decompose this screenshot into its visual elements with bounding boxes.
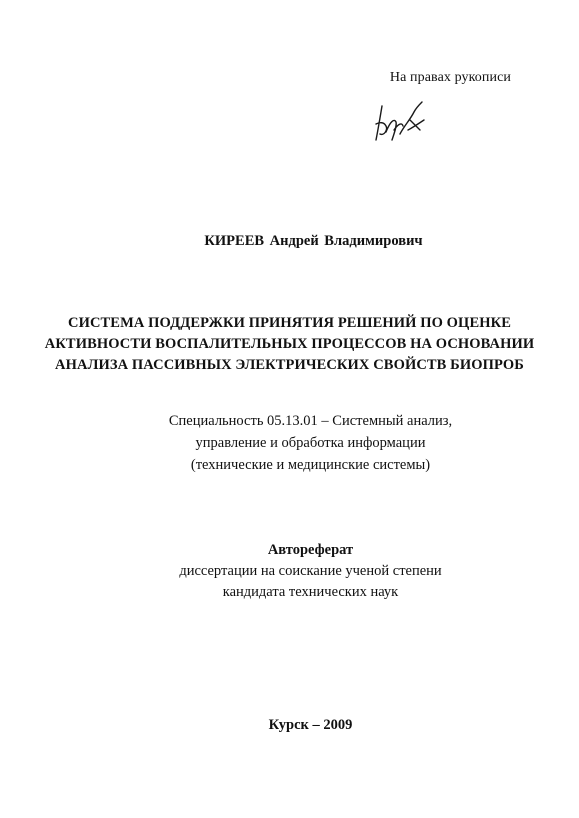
author-name: КИРЕЕВ Андрей Владимирович [204, 233, 423, 249]
title-line: СИСТЕМА ПОДДЕРЖКИ ПРИНЯТИЯ РЕШЕНИЙ ПО ОЦЕНКЕ [68, 315, 511, 331]
title-line: АНАЛИЗА ПАССИВНЫХ ЭЛЕКТРИЧЕСКИХ СВОЙСТВ БИОПРОБ [55, 357, 524, 373]
rights-notice: На правах рукописи [389, 70, 511, 85]
handwritten-signature [370, 100, 440, 144]
abstract-line: диссертации на соискание ученой степени [179, 563, 442, 579]
city-year: Курск – 2009 [268, 717, 353, 733]
abstract-block [0, 540, 579, 603]
specialty-block [0, 410, 579, 476]
dissertation-title [40, 313, 539, 376]
specialty-line: (технические и медицинские системы) [190, 457, 431, 473]
abstract-line: кандидата технических наук [222, 584, 399, 600]
title-line: АКТИВНОСТИ ВОСПАЛИТЕЛЬНЫХ ПРОЦЕССОВ НА ОСНОВАНИИ [44, 336, 535, 352]
abstract-heading: Автореферат [267, 542, 354, 558]
specialty-line: управление и обработка информации [195, 435, 426, 451]
specialty-line: Специальность 05.13.01 – Системный анализ, [168, 413, 453, 429]
